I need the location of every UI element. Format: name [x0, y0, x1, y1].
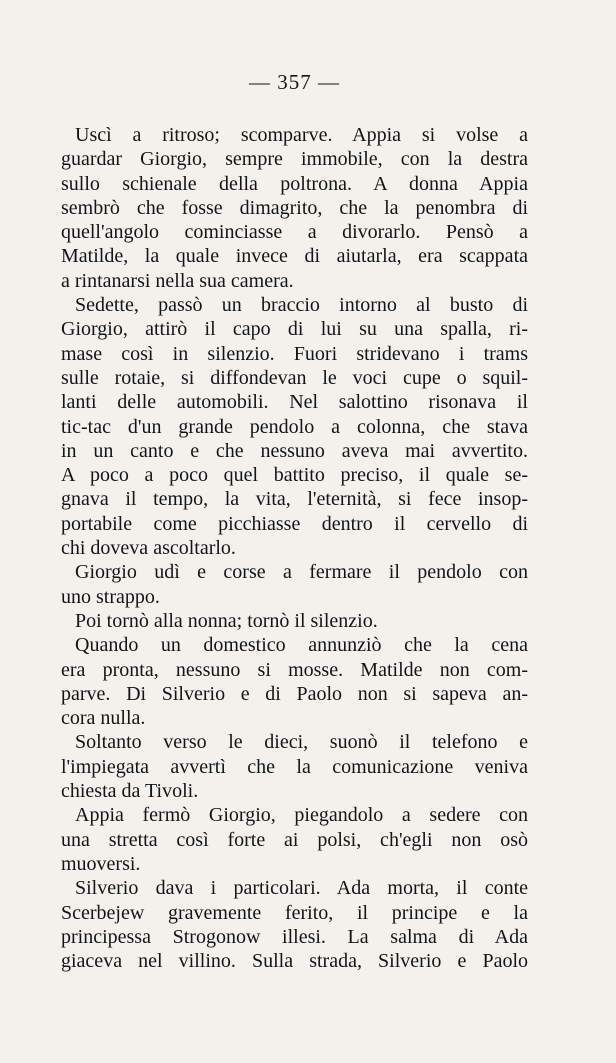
text-line: A poco a poco quel battito preciso, il quale se-	[61, 464, 528, 487]
text-line: cora nulla.	[61, 707, 146, 730]
text-line: sembrò che fosse dimagrito, che la penombra di	[61, 196, 528, 219]
text-line: sullo schienale della poltrona. A donna Appia	[61, 172, 528, 195]
paragraph	[61, 633, 528, 730]
text-line: Silverio dava i particolari. Ada morta, il conte	[75, 877, 528, 900]
text-line: quell'angolo cominciasse a divorarlo. Pensò a	[61, 221, 528, 244]
text-line: Giorgio, attirò il capo di lui su una spalla, ri-	[61, 318, 528, 341]
text-line: Soltanto verso le dieci, suonò il telefono e	[75, 731, 528, 754]
text-line: Quando un domestico annunziò che la cena	[75, 634, 528, 657]
text-line: sulle rotaie, si diffondevan le voci cupe o squil-	[61, 366, 528, 389]
text-line: mase così in silenzio. Fuori stridevano i trams	[61, 342, 528, 365]
text-line: guardar Giorgio, sempre immobile, con la destra	[61, 148, 528, 171]
text-line: portabile come picchiasse dentro il cervello di	[61, 512, 528, 535]
paragraph	[61, 123, 528, 293]
page-number: — 357 —	[249, 70, 340, 94]
body-text	[61, 123, 528, 973]
text-line: giaceva nel villino. Sulla strada, Silverio e Paolo	[61, 950, 528, 973]
text-line: chiesta da Tivoli.	[61, 780, 199, 803]
text-line: principessa Strogonow illesi. La salma di Ada	[61, 925, 528, 948]
text-line: Sedette, passò un braccio intorno al busto di	[75, 294, 528, 317]
paragraph	[61, 560, 528, 609]
text-line: uno strappo.	[61, 585, 160, 608]
paragraph	[61, 803, 528, 876]
text-line: una stretta così forte ai polsi, ch'egli non osò	[61, 828, 528, 851]
paragraph	[61, 876, 528, 973]
text-line: Uscì a ritroso; scomparve. Appia si volse a	[75, 124, 528, 146]
text-line: a rintanarsi nella sua camera.	[61, 269, 294, 292]
text-line: Appia fermò Giorgio, piegandolo a sedere con	[75, 804, 528, 827]
text-line: Giorgio udì e corse a fermare il pendolo con	[75, 561, 528, 584]
text-line: in un canto e che nessuno aveva mai avvertito.	[61, 439, 528, 462]
text-line: tic-tac d'un grande pendolo a colonna, che stava	[61, 415, 528, 438]
text-line: muoversi.	[61, 852, 141, 875]
text-line: Poi tornò alla nonna; tornò il silenzio.	[75, 609, 378, 632]
text-line: l'impiegata avvertì che la comunicazione veniva	[61, 755, 528, 778]
text-line: Scerbejew gravemente ferito, il principe e la	[61, 901, 528, 924]
paragraph	[61, 609, 528, 633]
text-line: era pronta, nessuno si mosse. Matilde non com-	[61, 658, 528, 681]
text-line: chi doveva ascoltarlo.	[61, 537, 236, 560]
paragraph	[61, 293, 528, 560]
text-line: gnava il tempo, la vita, l'eternità, si fece insop-	[61, 488, 528, 511]
text-line: lanti delle automobili. Nel salottino risonava il	[61, 391, 528, 414]
text-line: Matilde, la quale invece di aiutarla, era scappata	[61, 245, 528, 268]
paragraph	[61, 730, 528, 803]
text-line: parve. Di Silverio e di Paolo non si sapeva an-	[61, 682, 528, 705]
